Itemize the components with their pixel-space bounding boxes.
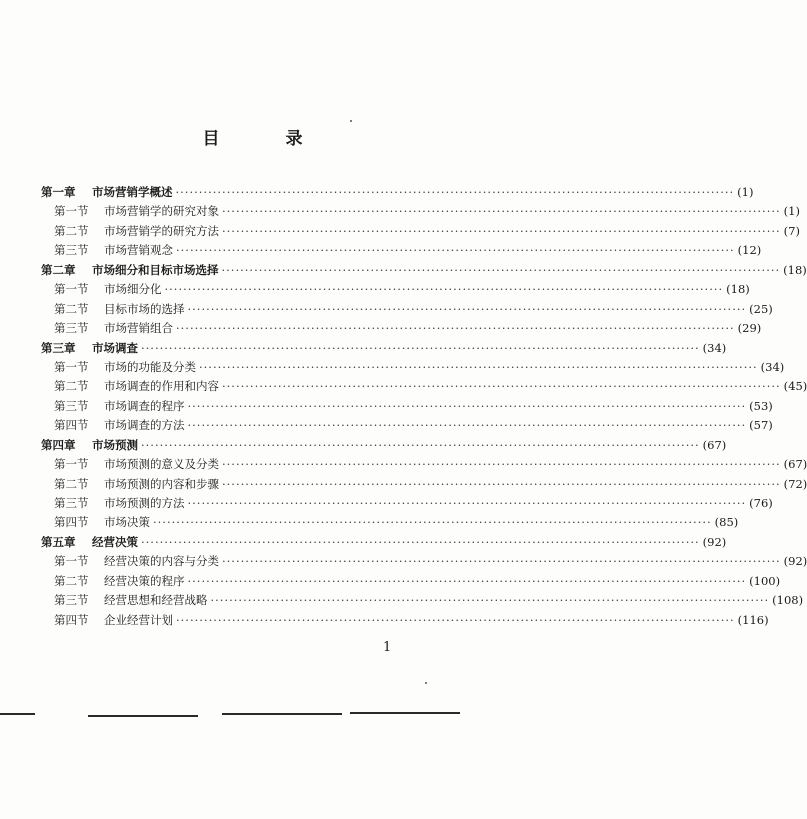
toc-page-number: (108) bbox=[772, 593, 804, 608]
toc-chapter-row bbox=[41, 183, 754, 202]
toc-page-number: (1) bbox=[783, 204, 800, 219]
toc-page-number: (18) bbox=[726, 282, 750, 297]
toc-page-number: (67) bbox=[783, 457, 807, 472]
toc-label: 第五章 bbox=[41, 534, 76, 549]
toc-leader-dots: ························································································································ bbox=[199, 359, 758, 374]
toc-section-row bbox=[41, 552, 807, 571]
toc-title: 市场调查的作用和内容 bbox=[104, 379, 219, 394]
toc-section-row bbox=[41, 377, 807, 396]
toc-page-number: (57) bbox=[749, 418, 773, 433]
toc-page-number: (34) bbox=[702, 340, 727, 355]
toc-section-row bbox=[41, 591, 804, 610]
toc-title: 市场的功能及分类 bbox=[104, 359, 196, 374]
toc-section-row bbox=[41, 494, 773, 513]
toc-section-row bbox=[41, 358, 785, 377]
toc-leader-dots: ························································································································ bbox=[164, 282, 724, 297]
toc-leader-dots: ························································································································ bbox=[141, 340, 700, 355]
toc-page-number: (25) bbox=[749, 301, 773, 316]
toc-section-row bbox=[41, 202, 800, 221]
toc-leader-dots: ························································································································ bbox=[222, 554, 781, 569]
toc-chapter-row bbox=[41, 533, 727, 552]
toc-label: 第二节 bbox=[54, 223, 89, 238]
scan-artifact-line bbox=[88, 715, 198, 717]
toc-section-row bbox=[41, 572, 781, 591]
toc-label: 第二节 bbox=[54, 573, 89, 588]
toc-page-number: (34) bbox=[760, 359, 785, 374]
toc-leader-dots: ························································································································ bbox=[187, 573, 747, 588]
toc-section-row bbox=[41, 611, 769, 630]
toc-leader-dots: ························································································································ bbox=[176, 612, 735, 627]
toc-leader-dots: ························································································································ bbox=[187, 301, 747, 316]
toc-section-row bbox=[41, 319, 762, 338]
toc-title: 市场营销组合 bbox=[104, 321, 173, 336]
toc-leader-dots: ························································································································ bbox=[187, 398, 747, 413]
toc-leader-dots: ························································································································ bbox=[222, 379, 781, 394]
toc-section-row bbox=[41, 222, 800, 241]
toc-section-row bbox=[41, 241, 762, 260]
toc-label: 第三节 bbox=[54, 496, 89, 510]
toc-leader-dots: ························································································································ bbox=[222, 223, 781, 238]
toc-title: 市场调查的程序 bbox=[104, 398, 185, 413]
toc-leader-dots: ························································································································ bbox=[175, 185, 735, 199]
toc-leader-dots: ························································································································ bbox=[176, 321, 735, 336]
toc-label: 第二节 bbox=[54, 301, 89, 316]
scan-speck bbox=[425, 682, 427, 684]
toc-title: 市场预测的方法 bbox=[104, 496, 185, 510]
toc-label: 第一节 bbox=[54, 204, 89, 219]
toc-label: 第四节 bbox=[54, 515, 89, 530]
toc-label: 第二节 bbox=[54, 476, 89, 491]
toc-section-row bbox=[41, 397, 773, 416]
toc-title: 企业经营计划 bbox=[104, 612, 173, 627]
toc-page-number: (92) bbox=[783, 554, 807, 569]
toc-page-number: (92) bbox=[702, 534, 727, 549]
toc-title: 经营决策的程序 bbox=[104, 573, 185, 588]
toc-page-number: (67) bbox=[702, 437, 727, 452]
toc-label: 第一章 bbox=[41, 185, 76, 199]
toc-section-row bbox=[41, 416, 773, 435]
toc-title: 目标市场的选择 bbox=[104, 301, 185, 316]
toc-title: 市场营销学的研究方法 bbox=[104, 223, 219, 238]
toc-title: 市场决策 bbox=[104, 515, 150, 530]
toc-title: 市场预测的意义及分类 bbox=[104, 457, 219, 472]
toc-leader-dots: ························································································································ bbox=[187, 496, 747, 510]
toc-label: 第二章 bbox=[41, 262, 76, 277]
toc-page-number: (45) bbox=[783, 379, 807, 394]
page-title: 目 录 bbox=[202, 129, 333, 149]
toc-page-number: (116) bbox=[737, 612, 769, 627]
toc-title: 市场调查的方法 bbox=[104, 418, 185, 433]
scan-artifact-line bbox=[350, 712, 460, 714]
toc-label: 第三节 bbox=[54, 593, 89, 608]
toc-label: 第二节 bbox=[54, 379, 89, 394]
toc-leader-dots: ························································································································ bbox=[222, 204, 781, 219]
toc-label: 第三节 bbox=[54, 243, 89, 258]
toc-title: 市场调查 bbox=[92, 340, 138, 355]
toc-page-number: (72) bbox=[783, 476, 807, 491]
toc-label: 第一节 bbox=[54, 554, 89, 569]
page-number: 1 bbox=[383, 640, 392, 655]
toc-section-row bbox=[41, 513, 739, 532]
toc-title: 市场细分和目标市场选择 bbox=[92, 262, 219, 277]
toc-page-number: (100) bbox=[749, 573, 781, 588]
toc-leader-dots: ························································································································ bbox=[141, 534, 700, 549]
toc-section-row bbox=[41, 455, 807, 474]
toc-page-number: (53) bbox=[749, 398, 773, 413]
toc-page-number: (18) bbox=[783, 262, 807, 277]
toc-leader-dots: ························································································································ bbox=[210, 593, 770, 608]
toc-title: 市场营销学概述 bbox=[92, 185, 173, 199]
toc-section-row bbox=[41, 475, 807, 494]
toc-label: 第四章 bbox=[41, 437, 76, 452]
toc-leader-dots: ························································································································ bbox=[141, 437, 700, 452]
toc-section-row bbox=[41, 280, 750, 299]
toc-label: 第三节 bbox=[54, 321, 89, 336]
toc-chapter-row bbox=[41, 436, 727, 455]
toc-page-number: (85) bbox=[714, 515, 739, 530]
toc-leader-dots: ························································································································ bbox=[153, 515, 712, 530]
toc-label: 第三节 bbox=[54, 398, 89, 413]
toc-page-number: (29) bbox=[737, 321, 762, 336]
toc-label: 第四节 bbox=[54, 612, 89, 627]
toc-label: 第三章 bbox=[41, 340, 76, 355]
scan-speck bbox=[350, 120, 352, 122]
toc-leader-dots: ························································································································ bbox=[222, 457, 781, 472]
toc-title: 经营思想和经营战略 bbox=[104, 593, 208, 608]
toc-leader-dots: ························································································································ bbox=[221, 262, 781, 277]
scan-artifact-line bbox=[222, 713, 342, 715]
toc-section-row bbox=[41, 300, 773, 319]
toc-title: 经营决策 bbox=[92, 534, 138, 549]
toc-leader-dots: ························································································································ bbox=[187, 418, 747, 433]
toc-title: 经营决策的内容与分类 bbox=[104, 554, 219, 569]
toc-title: 市场营销观念 bbox=[104, 243, 173, 258]
toc-title: 市场细分化 bbox=[104, 282, 162, 297]
toc-label: 第四节 bbox=[54, 418, 89, 433]
scan-artifact-line bbox=[0, 713, 35, 715]
toc-page-number: (1) bbox=[737, 185, 754, 199]
toc-label: 第一节 bbox=[54, 457, 89, 472]
toc-page-number: (76) bbox=[749, 496, 773, 510]
toc-page-number: (12) bbox=[737, 243, 762, 258]
toc-title: 市场营销学的研究对象 bbox=[104, 204, 219, 219]
toc-title: 市场预测 bbox=[92, 437, 138, 452]
toc-label: 第一节 bbox=[54, 282, 89, 297]
table-of-contents bbox=[41, 183, 807, 630]
toc-title: 市场预测的内容和步骤 bbox=[104, 476, 219, 491]
toc-leader-dots: ························································································································ bbox=[222, 476, 781, 491]
toc-page-number: (7) bbox=[783, 223, 800, 238]
toc-chapter-row bbox=[41, 261, 807, 280]
toc-leader-dots: ························································································································ bbox=[176, 243, 735, 258]
toc-label: 第一节 bbox=[54, 359, 89, 374]
toc-chapter-row bbox=[41, 339, 727, 358]
